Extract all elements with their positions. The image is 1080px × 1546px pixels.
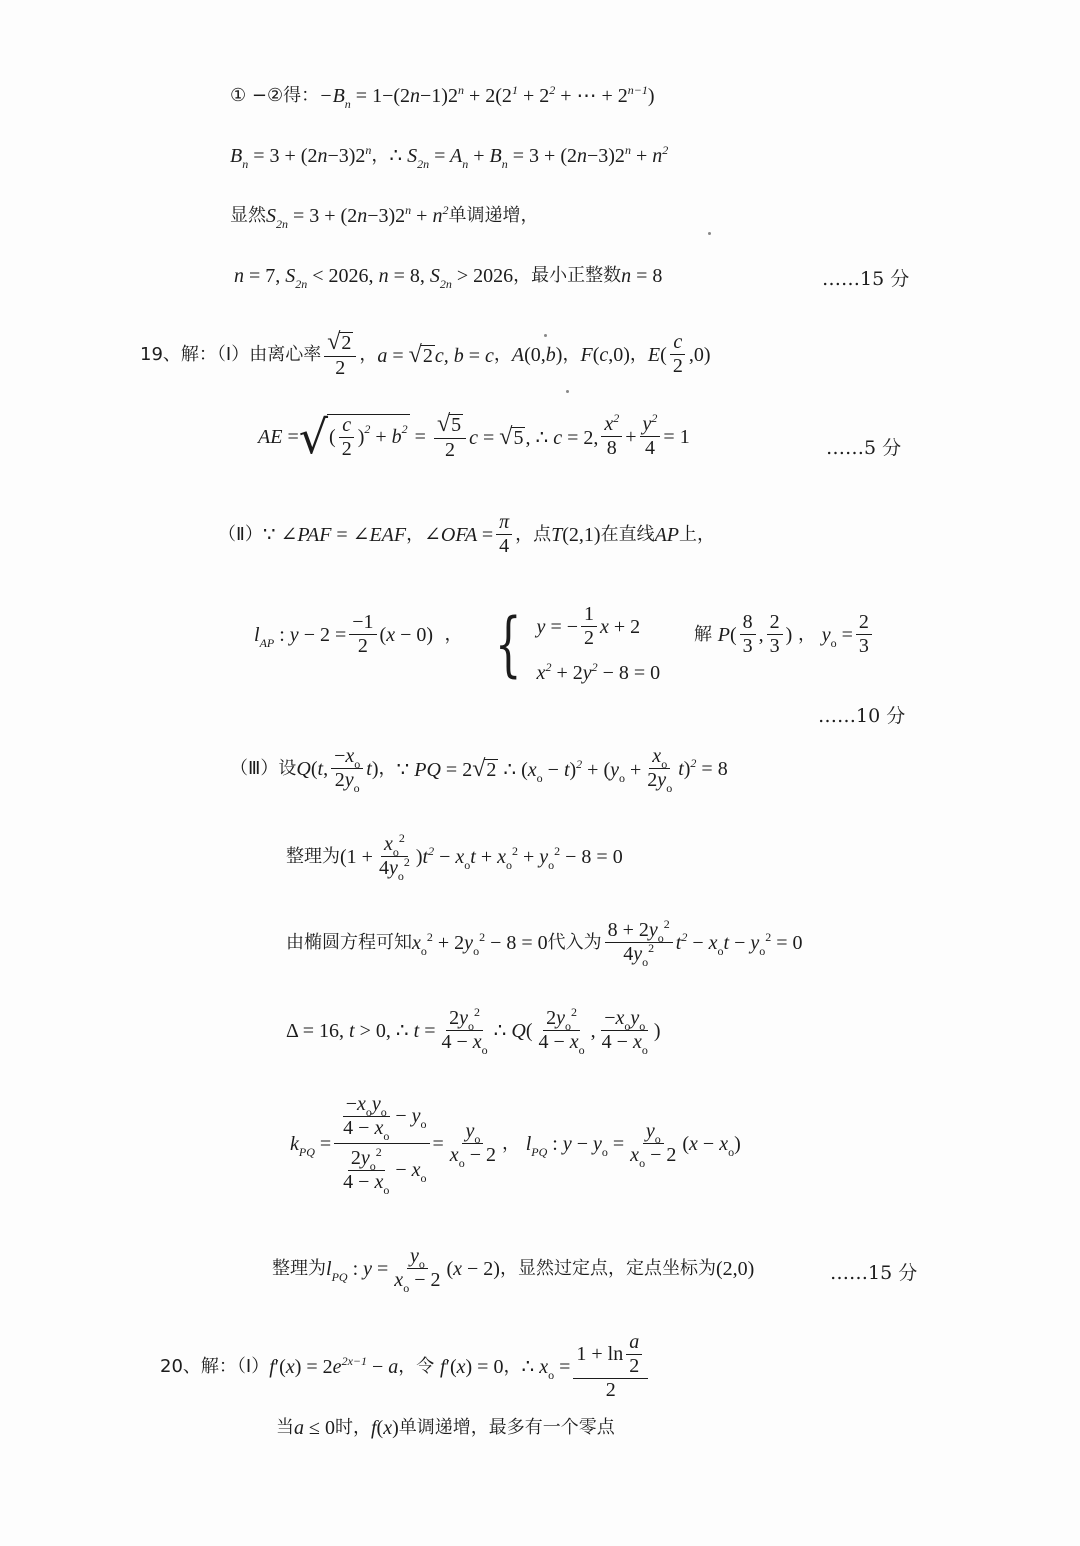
solution-line-5: 19、解：（Ⅰ）由离心率 $\frac{√2}{2}$ ， a = √2 c, b = c ， A(0,b) ， F(c,0) ， E( $\frac{c}{2}$ ,0) <box>140 329 711 380</box>
solution-line-3: 显然 $S_{2n} = 3 + (2n-3)2^n + n^2$ 单调递增， <box>230 203 539 231</box>
scan-speck <box>708 232 711 235</box>
score-mark-3: ……10 分 <box>818 705 906 727</box>
solution-line-7: （Ⅱ） ∵ ∠PAF = ∠EAF ， ∠OFA = $\frac{\pi}{4}$ ，点 T(2,1) 在直线 AP 上， <box>218 511 716 557</box>
solution-line-9: （Ⅲ）设 Q(t, $\frac{-x_o}{2y_o}$ t) ， ∵ PQ = 2√2 ∴ $(x_o - t)^2 + (y_o$ + $\frac{x_o}{2y_o}$ t)$^2$ = 8 <box>230 745 728 795</box>
solution-line-4: n = 7, $S_{2n} < 2026$, n = 8, $S_{2n} > 2026$ ，最小正整数 n = 8 <box>234 265 663 291</box>
scan-speck <box>566 390 569 393</box>
solution-line-13: $k_{PQ}$ = $\frac{-x_oy_o}{4 - x_o}$ − $y_o$ $\frac{2y_o^2}{4 - x_o}$ − $x_o$ = $\frac{y_o}{x_o - 2}$ ， $l_{PQ}$ : $y - y_o$ = $\frac{y_o}{x_o - 2}$ $(x - x_o)$ <box>290 1093 741 1197</box>
solution-line-8a: $l_{AP}$ : y − 2 = $\frac{-1}{2}$ (x − 0) ， <box>254 611 463 657</box>
system-eq-1: y = − $\frac{1}{2}$ x + 2 <box>536 603 641 649</box>
system-eq-2: $x^2 + 2y^2 - 8 = 0$ <box>536 660 661 684</box>
solution-line-8b: { y = − $\frac{1}{2}$ x + 2 $x^2 + 2y^2 - 8 = 0$ <box>494 602 661 685</box>
solution-line-8c: 解 P( $\frac{8}{3}$ , $\frac{2}{3}$ ) ， $y_o$ = $\frac{2}{3}$ <box>694 612 875 657</box>
scan-speck <box>544 334 547 337</box>
solution-line-10: 整理为 (1 + $\frac{x_o^2}{4y_o^2}$ )$t^2 - x_ot + x_o^2 + y_o^2 - 8 = 0$ <box>286 831 623 883</box>
score-mark-4: ……15 分 <box>830 1262 918 1284</box>
score-mark-1: ……15 分 <box>822 268 910 290</box>
solution-line-6: AE = √ ( $\frac{c}{2}$ ) 2 + b 2 = $\frac{√5}{2}$ c = √5 , ∴ c = 2, $\frac{x^2}{8}$ + $\frac{y^2}{4}$ = 1 <box>258 409 690 464</box>
solution-line-11: 由椭圆方程可知 $x_o^2 + 2y_o^2 - 8 = 0$ 代入为 $\frac{8 + 2y_o^2}{4y_o^2}$ $t^2 - x_ot - y_o^2 = 0$ <box>286 917 803 969</box>
solution-line-12: Δ = 16, t > 0, ∴ t = $\frac{2y_o^2}{4 - x_o}$ ∴ Q( $\frac{2y_o^2}{4 - x_o}$ , $\frac{-x_oy_o}{4 - x_o}$ ) <box>286 1005 661 1057</box>
solution-line-1: ① −②得： $-B_n = 1-(2n-1)2^n + 2(2^1 + 2^2$ + ⋯ + $2^{n-1}$) <box>230 83 655 111</box>
score-mark-2: ……5 分 <box>826 437 902 459</box>
solution-line-15: 20、解：（Ⅰ） $f'(x) = 2e^{2x-1} - a$ ，令 f′(x) = 0 ， ∴ $x_o$ = 1 + ln $\frac{a}{2}$ 2 <box>160 1332 651 1401</box>
solution-line-14: 整理为 $l_{PQ}$ : y = $\frac{y_o}{x_o - 2}$ (x − 2) ，显然过定点，定点坐标为 (2,0) <box>272 1245 755 1295</box>
solution-line-16: 当 a ≤ 0 时， f(x) 单调递增，最多有一个零点 <box>276 1417 615 1439</box>
solution-line-2: $B_n = 3 + (2n-3)2^n$ ， ∴ $S_{2n} = A_n + B_n = 3 + (2n-3)2^n + n^2$ <box>230 143 669 171</box>
